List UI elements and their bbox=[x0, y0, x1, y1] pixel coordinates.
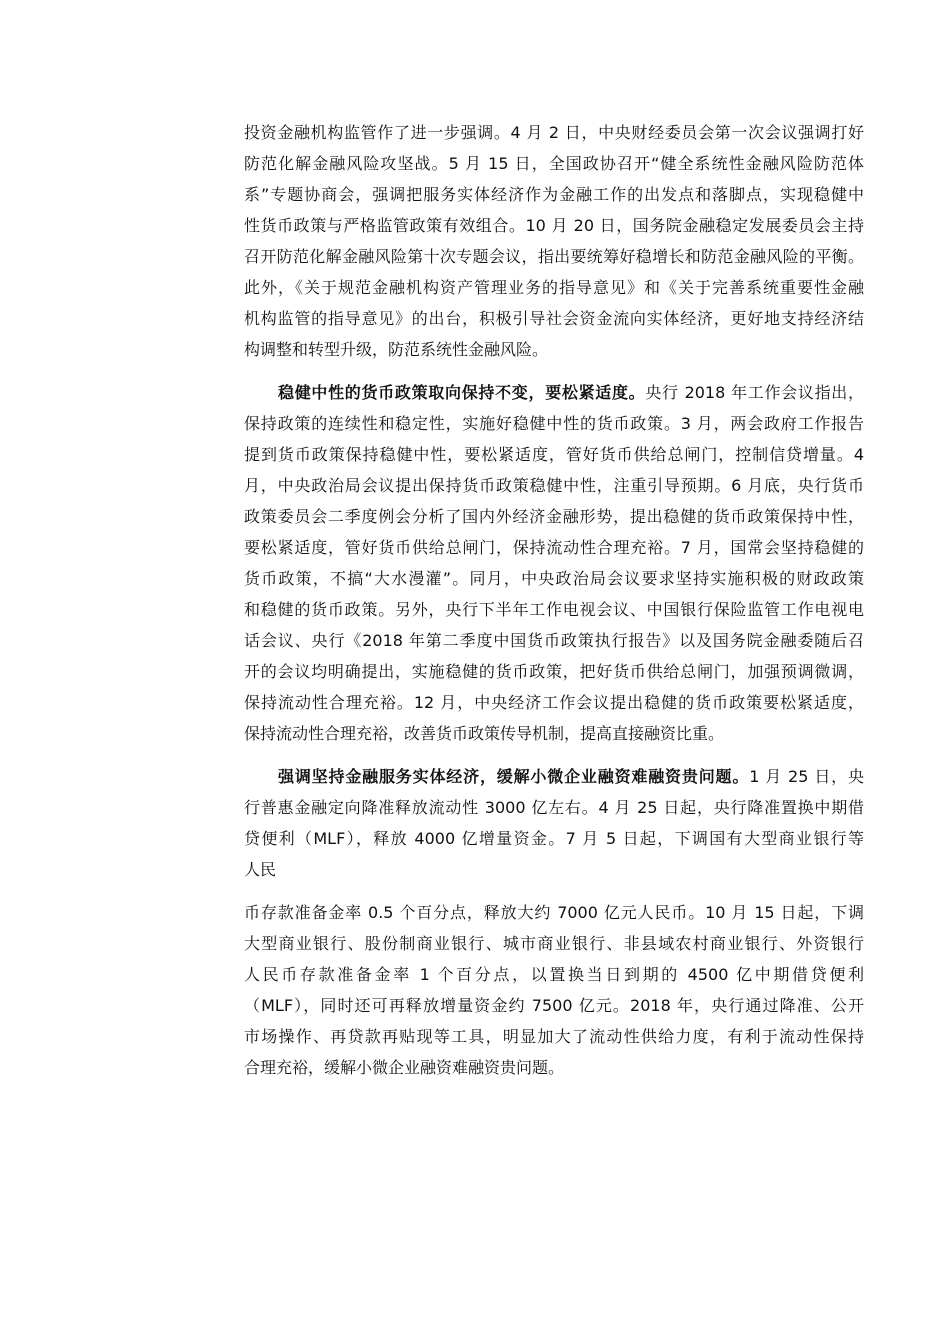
text-line: 构调整和转型升级，防范系统性金融风险。 bbox=[244, 340, 549, 359]
text-line: 投资金融机构监管作了进一步强调。4 月 2 日，中央财经委员会第一次会议强调打好 bbox=[244, 123, 864, 142]
text-line: 要松紧适度，管好货币供给总闸门，保持流动性合理充裕。7 月，国常会坚持稳健的 bbox=[244, 538, 864, 557]
text-line: 月，中央政治局会议提出保持货币政策稳健中性，注重引导预期。6 月底，央行货币 bbox=[244, 476, 864, 495]
paragraph-heading: 强调坚持金融服务实体经济，缓解小微企业融资难融资贵问题。 bbox=[278, 767, 750, 786]
text-line: 大型商业银行、股份制商业银行、城市商业银行、非县域农村商业银行、外资银行 bbox=[244, 934, 864, 953]
text-line: 贷便利（MLF），释放 4000 亿增量资金。7 月 5 日起，下调国有大型商业银行等 bbox=[244, 829, 864, 848]
text-line: 保持流动性合理充裕，改善货币政策传导机制，提高直接融资比重。 bbox=[244, 724, 725, 743]
text-line: （MLF），同时还可再释放增量资金约 7500 亿元。2018 年，央行通过降准、公开 bbox=[244, 996, 864, 1015]
text-line: 此外，《关于规范金融机构资产管理业务的指导意见》和《关于完善系统重要性金融 bbox=[244, 278, 864, 297]
text-line: 人民币存款准备金率 1 个百分点，以置换当日到期的 4500 亿中期借贷便利 bbox=[244, 965, 864, 984]
text-run: 1 月 25 日，央 bbox=[749, 767, 864, 786]
text-line bbox=[278, 767, 864, 787]
text-line: 性货币政策与严格监管政策有效组合。10 月 20 日，国务院金融稳定发展委员会主持 bbox=[244, 216, 864, 235]
text-line: 话会议、央行《2018 年第二季度中国货币政策执行报告》以及国务院金融委随后召 bbox=[244, 631, 864, 650]
text-line: 防范化解金融风险攻坚战。5 月 15 日，全国政协召开“健全系统性金融风险防范体 bbox=[244, 154, 864, 173]
text-line: 和稳健的货币政策。另外，央行下半年工作电视会议、中国银行保险监管工作电视电 bbox=[244, 600, 864, 619]
text-line: 机构监管的指导意见》的出台，积极引导社会资金流向实体经济，更好地支持经济结 bbox=[244, 309, 864, 328]
text-line: 市场操作、再贷款再贴现等工具，明显加大了流动性供给力度，有利于流动性保持 bbox=[244, 1027, 864, 1046]
text-line: 人民 bbox=[244, 860, 277, 879]
text-line: 政策委员会二季度例会分析了国内外经济金融形势，提出稳健的货币政策保持中性， bbox=[244, 507, 864, 526]
text-run: 央行 2018 年工作会议指出， bbox=[645, 383, 864, 402]
text-line: 货币政策，不搞“大水漫灌”。同月，中央政治局会议要求坚持实施积极的财政政策 bbox=[244, 569, 864, 588]
text-line bbox=[278, 383, 864, 403]
text-line: 召开防范化解金融风险第十次专题会议，指出要统筹好稳增长和防范金融风险的平衡。 bbox=[244, 247, 864, 266]
text-line: 合理充裕，缓解小微企业融资难融资贵问题。 bbox=[244, 1058, 565, 1077]
text-line: 系”专题协商会，强调把服务实体经济作为金融工作的出发点和落脚点，实现稳健中 bbox=[244, 185, 864, 204]
text-line: 保持政策的连续性和稳定性，实施好稳健中性的货币政策。3 月，两会政府工作报告 bbox=[244, 414, 864, 433]
text-line: 开的会议均明确提出，实施稳健的货币政策，把好货币供给总闸门，加强预调微调， bbox=[244, 662, 864, 681]
text-line: 保持流动性合理充裕。12 月，中央经济工作会议提出稳健的货币政策要松紧适度， bbox=[244, 693, 864, 712]
text-line: 提到货币政策保持稳健中性，要松紧适度，管好货币供给总闸门，控制信贷增量。4 bbox=[244, 445, 864, 464]
text-line: 行普惠金融定向降准释放流动性 3000 亿左右。4 月 25 日起，央行降准置换中期借 bbox=[244, 798, 864, 817]
text-line: 币存款准备金率 0.5 个百分点，释放大约 7000 亿元人民币。10 月 15 日起，下调 bbox=[244, 903, 864, 922]
paragraph-heading: 稳健中性的货币政策取向保持不变，要松紧适度。 bbox=[278, 383, 646, 402]
